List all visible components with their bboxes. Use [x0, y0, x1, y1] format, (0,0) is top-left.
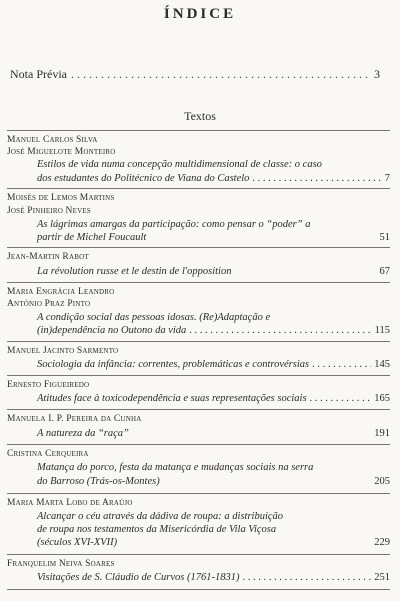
page-title: ÍNDICE: [163, 6, 237, 22]
toc-entry-title: La révolution russe et le destin de l'opposition: [37, 266, 232, 277]
toc-page-number: 115: [374, 325, 390, 336]
toc-entry-title[interactable]: Estilos de vida numa concepção multidimensional de classe: o caso: [37, 159, 322, 170]
dot-leader: [252, 172, 381, 185]
toc-page-number: 165: [374, 393, 390, 404]
dot-leader: [189, 324, 371, 337]
toc-entry-title-row[interactable]: [37, 324, 390, 337]
dot-leader: [71, 67, 370, 81]
toc-entry-title-row[interactable]: [37, 231, 390, 244]
toc-entry-title: do Barroso (Trás-os-Montes): [37, 476, 160, 487]
toc-page-number: 51: [379, 232, 390, 243]
toc-page-number: 251: [374, 572, 390, 583]
toc-entry-title[interactable]: As lágrimas amargas da participação: como pensar o “poder” a: [37, 219, 311, 230]
toc-entry-title: partir de Michel Foucault: [37, 232, 147, 243]
toc-entry-title-row[interactable]: [37, 392, 390, 405]
toc-entry-title: Atitudes face à toxicodependência e suas representações sociais: [37, 393, 307, 404]
author-name: José Pinheiro Neves: [7, 206, 91, 216]
toc-entry-title-row[interactable]: [37, 265, 390, 278]
toc-entry-title: Sociologia da infância: correntes, problemáticas e controvérsias: [37, 359, 310, 370]
toc-entry-title-row[interactable]: [37, 536, 390, 549]
author-name: Manuel Jacinto Sarmento: [7, 346, 119, 356]
divider: [7, 130, 390, 131]
divider: [7, 589, 390, 590]
author-name: António Praz Pinto: [7, 299, 91, 309]
dot-leader: [310, 392, 372, 405]
toc-entry-title-row[interactable]: [37, 475, 390, 488]
toc-page-number: 191: [374, 428, 390, 439]
dot-leader: [243, 571, 372, 584]
toc-entry-title[interactable]: Alcançar o céu através da dádiva de roupa: a distribuição: [37, 511, 284, 522]
divider: [7, 493, 390, 494]
toc-entry-title: dos estudantes do Politécnico de Viana do Castelo: [37, 173, 250, 184]
toc-page-number: 67: [379, 266, 390, 277]
toc-entry-title-row[interactable]: [37, 427, 390, 440]
toc-page-number: 205: [374, 476, 390, 487]
divider: [7, 282, 390, 283]
toc-entry-title-row[interactable]: [37, 172, 390, 185]
author-name: Cristina Cerqueira: [7, 449, 89, 459]
toc-entry-title-row[interactable]: [37, 571, 390, 584]
author-name: Ernesto Figueiredo: [7, 380, 90, 390]
toc-page-number: 229: [374, 537, 390, 548]
toc-entry-title[interactable]: de roupa nos testamentos da Misericórdia de Vila Viçosa: [37, 524, 277, 535]
toc-page-number: 145: [374, 359, 390, 370]
divider: [7, 341, 390, 342]
dot-leader: [312, 358, 371, 371]
toc-entry-nota-previa[interactable]: [10, 67, 380, 81]
toc-entry-title[interactable]: A condição social das pessoas idosas. (Re)Adaptação e: [37, 312, 271, 323]
toc-entry-title[interactable]: Matança do porco, festa da matança e mudanças sociais na serra: [37, 462, 314, 473]
toc-entry-label: Nota Prévia: [10, 67, 67, 81]
divider: [7, 554, 390, 555]
divider: [7, 409, 390, 410]
author-name: Manuel Carlos Silva: [7, 135, 98, 145]
divider: [7, 188, 390, 189]
author-name: Jean-Martin Rabot: [7, 252, 89, 262]
author-name: José Miguelote Monteiro: [7, 147, 116, 157]
divider: [7, 247, 390, 248]
toc-entry-title: (séculos XVI-XVII): [37, 537, 118, 548]
author-name: Manuela I. P. Pereira da Cunha: [7, 414, 142, 424]
author-name: Maria Marta Lobo de Araújo: [7, 498, 133, 508]
toc-page-number: 3: [374, 67, 380, 81]
divider: [7, 444, 390, 445]
toc-entry-title: (in)dependência no Outono da vida: [37, 325, 187, 336]
toc-page-number: 7: [384, 173, 390, 184]
author-name: Moisés de Lemos Martins: [7, 193, 115, 203]
divider: [7, 375, 390, 376]
author-name: Maria Engrácia Leandro: [7, 287, 115, 297]
author-name: Franquelim Neiva Soares: [7, 559, 115, 569]
toc-entry-title-row[interactable]: [37, 358, 390, 371]
toc-entry-title: A natureza da “raça”: [37, 428, 129, 439]
toc-entry-title: Visitações de S. Cláudio de Curvos (1761-1831): [37, 572, 240, 583]
section-heading: Textos: [184, 109, 216, 123]
